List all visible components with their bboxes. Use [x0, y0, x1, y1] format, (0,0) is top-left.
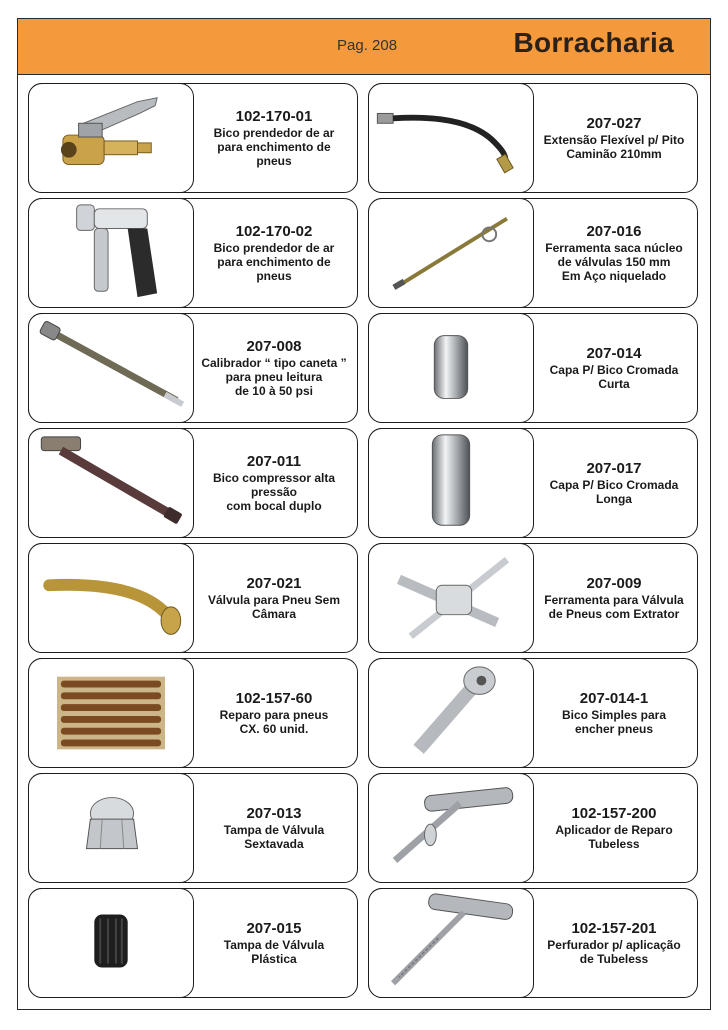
product-card [368, 658, 698, 768]
product-code: 102-157-60 [235, 690, 313, 707]
product-card [368, 313, 698, 423]
air-chuck-clip-icon [28, 83, 194, 193]
tubeless-applicator-icon [368, 773, 534, 883]
catalog-page [17, 18, 711, 1010]
dual-head-chuck-icon [28, 428, 194, 538]
product-description: Reparo para pneus CX. 60 unid. [219, 708, 329, 736]
product-card [28, 428, 358, 538]
pen-gauge-icon [28, 313, 194, 423]
product-description: Ferramenta saca núcleo de válvulas 150 mm Em Aço niquelado [545, 241, 683, 283]
simple-air-chuck-icon [368, 658, 534, 768]
flexible-hose-icon [368, 83, 534, 193]
product-code: 207-015 [246, 920, 302, 937]
repair-strings-icon [28, 658, 194, 768]
product-code: 207-009 [586, 575, 642, 592]
product-code: 207-008 [246, 338, 302, 355]
product-code: 207-016 [586, 223, 642, 240]
product-description: Bico compressor alta pressão com bocal duplo [212, 471, 336, 513]
product-card [368, 543, 698, 653]
product-code: 207-014 [586, 345, 642, 362]
product-description: Extensão Flexível p/ Pito Caminão 210mm [543, 133, 685, 161]
product-card [28, 198, 358, 308]
page-title: Borracharia [513, 27, 674, 58]
product-code: 207-027 [586, 115, 642, 132]
product-card [368, 198, 698, 308]
product-code: 102-157-200 [571, 805, 657, 822]
product-card [368, 888, 698, 998]
product-code: 207-014-1 [579, 690, 649, 707]
product-card [28, 543, 358, 653]
product-description: Capa P/ Bico Cromada Curta [549, 363, 679, 391]
page-number: Pag. 208 [337, 37, 398, 54]
product-description: Perfurador p/ aplicação de Tubeless [547, 938, 681, 966]
lever-air-chuck-icon [28, 198, 194, 308]
product-card [28, 658, 358, 768]
plastic-valve-cap-icon [28, 888, 194, 998]
four-way-valve-tool-icon [368, 543, 534, 653]
product-description: Capa P/ Bico Cromada Longa [549, 478, 679, 506]
product-code: 102-157-201 [571, 920, 657, 937]
product-card [28, 773, 358, 883]
product-card [28, 83, 358, 193]
product-description: Ferramenta para Válvula de Pneus com Extrator [544, 593, 684, 621]
product-code: 207-011 [246, 453, 302, 470]
valve-core-tool-icon [368, 198, 534, 308]
product-description: Bico Simples para encher pneus [561, 708, 667, 736]
product-code: 207-013 [246, 805, 302, 822]
product-card [368, 428, 698, 538]
product-description: Tampa de Válvula Plástica [223, 938, 325, 966]
product-card [368, 773, 698, 883]
product-description: Aplicador de Reparo Tubeless [555, 823, 673, 851]
product-description: Bico prendedor de ar para enchimento de pneus [213, 241, 335, 283]
product-code: 207-017 [586, 460, 642, 477]
product-description: Bico prendedor de ar para enchimento de pneus [213, 126, 335, 168]
tubeless-reamer-icon [368, 888, 534, 998]
short-chrome-cap-icon [368, 313, 534, 423]
bent-valve-icon [28, 543, 194, 653]
product-card [368, 83, 698, 193]
long-chrome-cap-icon [368, 428, 534, 538]
hex-valve-cap-icon [28, 773, 194, 883]
product-code: 102-170-02 [235, 223, 313, 240]
product-description: Calibrador “ tipo caneta ” para pneu leitura de 10 à 50 psi [201, 356, 347, 398]
product-code: 207-021 [246, 575, 302, 592]
product-card [28, 888, 358, 998]
product-card [28, 313, 358, 423]
product-description: Válvula para Pneu Sem Câmara [207, 593, 341, 621]
page-header [18, 19, 710, 75]
product-code: 102-170-01 [235, 108, 313, 125]
product-description: Tampa de Válvula Sextavada [223, 823, 325, 851]
